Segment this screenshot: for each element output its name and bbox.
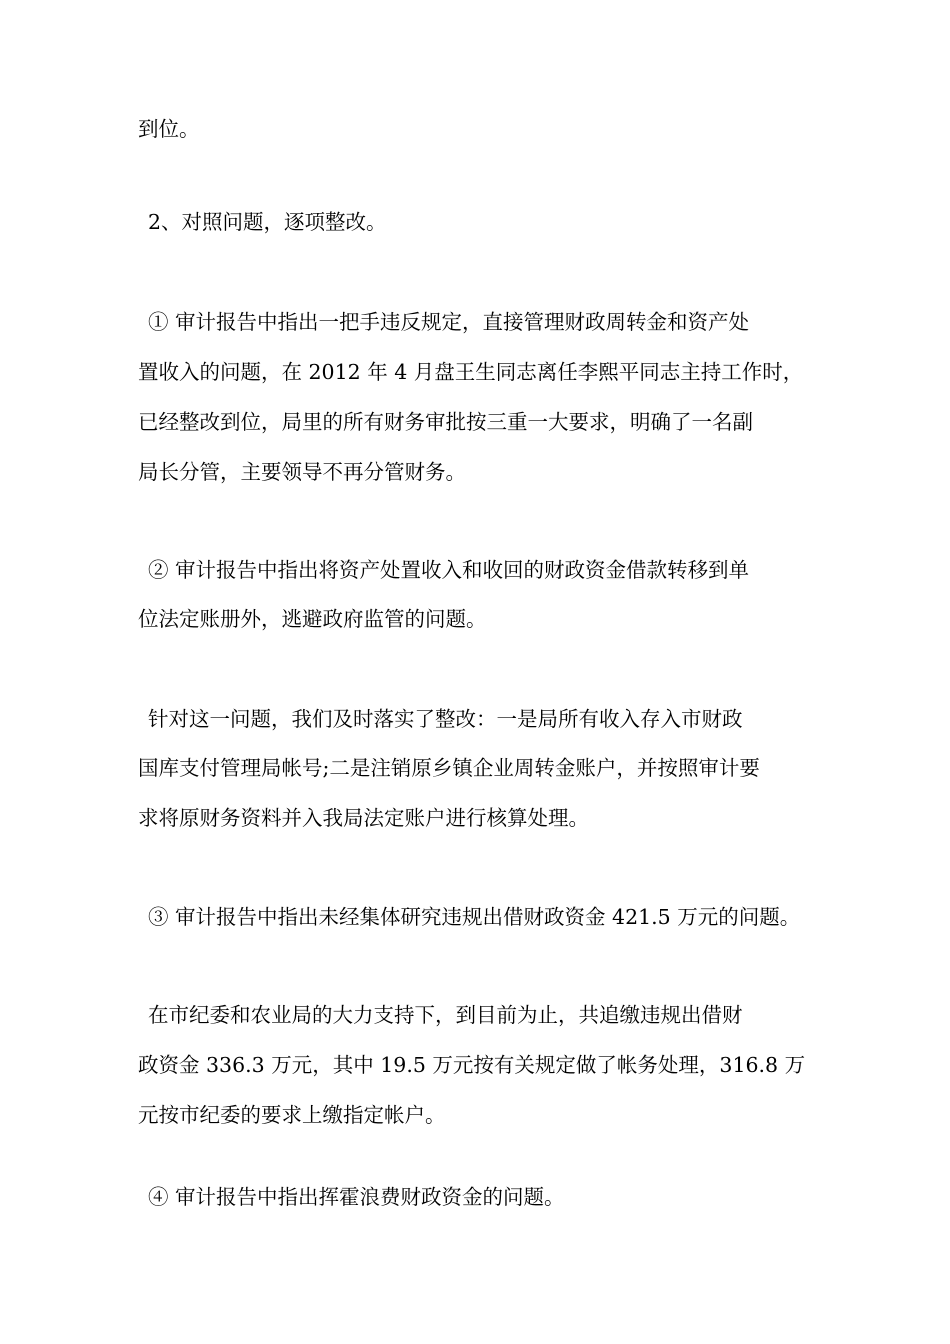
item-4-line-1: ④ 审计报告中指出挥霍浪费财政资金的问题。: [148, 1185, 565, 1209]
response-3-line-3: 元按市纪委的要求上缴指定帐户。: [138, 1103, 446, 1127]
item-2-line-1: ② 审计报告中指出将资产处置收入和收回的财政资金借款转移到单: [148, 558, 750, 582]
text-line-1: 到位。: [138, 117, 200, 141]
response-3-line-1: 在市纪委和农业局的大力支持下，到目前为止，共追缴违规出借财: [148, 1003, 743, 1027]
response-2-line-2: 国库支付管理局帐号;二是注销原乡镇企业周转金账户，并按照审计要: [138, 756, 760, 780]
item-3-line-1: ③ 审计报告中指出未经集体研究违规出借财政资金 421.5 万元的问题。: [148, 905, 801, 929]
response-3-line-2: 政资金 336.3 万元，其中 19.5 万元按有关规定做了帐务处理，316.8 万: [138, 1053, 806, 1077]
response-2-line-1: 针对这一问题，我们及时落实了整改：一是局所有收入存入市财政: [148, 707, 743, 731]
section-heading: 2、对照问题，逐项整改。: [148, 210, 387, 234]
item-1-line-1: ① 审计报告中指出一把手违反规定，直接管理财政周转金和资产处: [148, 310, 750, 334]
item-1-line-3: 已经整改到位，局里的所有财务审批按三重一大要求，明确了一名副: [138, 410, 753, 434]
response-2-line-3: 求将原财务资料并入我局法定账户进行核算处理。: [138, 806, 589, 830]
item-1-line-4: 局长分管，主要领导不再分管财务。: [138, 460, 466, 484]
item-1-line-2: 置收入的问题，在 2012 年 4 月盘王生同志离任李熙平同志主持工作时，: [138, 360, 804, 384]
item-2-line-2: 位法定账册外，逃避政府监管的问题。: [138, 607, 487, 631]
